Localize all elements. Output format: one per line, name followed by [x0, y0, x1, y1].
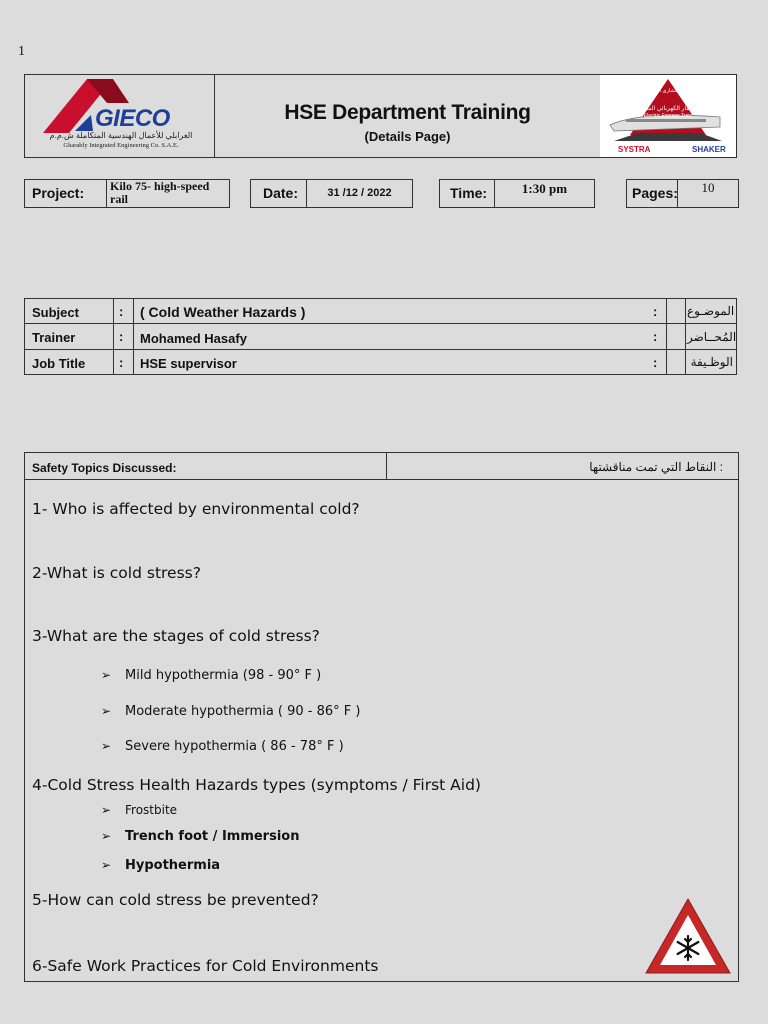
topic-item-1 — [32, 500, 360, 518]
topic-item-5 — [32, 891, 319, 909]
info-row-subject — [25, 299, 736, 324]
topic-text: Who is affected by environmental cold? — [47, 500, 360, 518]
gieco-logo-arabic: الغرابلي للأعمال الهندسية المتكاملة ش.م.م — [49, 131, 193, 140]
gieco-logo-subtext: Gharably Integrated Engineering Co. S.A.E. — [63, 142, 179, 149]
trainer-value: Mohamed Hasafy — [140, 331, 247, 346]
hazard-text: Hypothermia — [125, 858, 221, 873]
express-train-logo — [600, 75, 736, 157]
shaker-logo: SHAKER — [692, 145, 726, 154]
time-field — [439, 179, 595, 208]
job-title-label: Job Title — [32, 356, 86, 371]
snow-warning-sign-icon — [642, 895, 734, 977]
topic-item-3 — [32, 627, 320, 645]
arrow-bullet-icon: ➢ — [101, 739, 112, 753]
topic-number: 1- — [32, 500, 48, 518]
hazard-frostbite — [101, 803, 177, 817]
trainer-colon-right: : — [653, 329, 658, 344]
safety-topics-arabic: النقاط التي تمت مناقشتها : — [589, 460, 723, 474]
hazard-text: Trench foot / Immersion — [125, 829, 300, 844]
info-row-trainer — [25, 324, 736, 350]
hazard-hypothermia — [101, 858, 220, 873]
job-title-colon: : — [119, 355, 124, 370]
safety-topics-box — [24, 452, 739, 982]
subject-label: Subject — [32, 305, 79, 320]
training-info-table — [24, 298, 737, 375]
arrow-bullet-icon: ➢ — [101, 803, 112, 817]
topic-text: What are the stages of cold stress? — [46, 627, 320, 645]
arrow-bullet-icon: ➢ — [101, 668, 112, 682]
systra-logo: SYSTRA — [618, 145, 651, 154]
topic-number: 3- — [32, 627, 47, 645]
trainer-colon: : — [119, 329, 124, 344]
topic-text: Safe Work Practices for Cold Environments — [47, 957, 379, 975]
page-number: 1 — [18, 44, 25, 59]
project-value: Kilo 75- high-speed rail — [110, 179, 210, 206]
stage-moderate — [101, 704, 360, 719]
train-logo-caption: Electric Express Train — [643, 113, 693, 119]
date-label: Date: — [251, 180, 307, 207]
safety-topics-label: Safety Topics Discussed: — [32, 461, 177, 475]
subject-arabic: الموضـوع — [687, 304, 735, 318]
arrow-bullet-icon: ➢ — [101, 829, 112, 843]
stage-mild — [101, 668, 321, 683]
subject-colon: : — [119, 304, 124, 319]
job-title-arabic: الوظـيفة — [690, 355, 733, 369]
arrow-bullet-icon: ➢ — [101, 858, 112, 872]
topic-text: Cold Stress Health Hazards types (symptoms / First Aid) — [47, 776, 481, 794]
stage-text: Mild hypothermia (98 - 90° F ) — [125, 668, 322, 683]
subject-value: ( Cold Weather Hazards ) — [140, 304, 306, 320]
topic-item-2 — [32, 564, 201, 582]
arrow-bullet-icon: ➢ — [101, 704, 112, 718]
project-label: Project: — [25, 180, 107, 207]
topic-item-4 — [32, 776, 481, 794]
topic-text: What is cold stress? — [46, 564, 201, 582]
topic-item-6 — [32, 957, 378, 975]
job-title-colon-right: : — [653, 355, 658, 370]
info-row-job-title — [25, 350, 736, 375]
train-logo-arabic-top: الاستشاري العام — [651, 88, 685, 94]
hazard-trench-foot — [101, 829, 299, 844]
pages-field — [626, 179, 739, 208]
project-field — [24, 179, 230, 208]
date-field — [250, 179, 413, 208]
header-title-block — [215, 75, 600, 157]
train-logo-arabic-mid: القطار الكهربائي السريع — [638, 106, 698, 112]
date-value: 31 /12 / 2022 — [327, 187, 392, 199]
trainer-label: Trainer — [32, 330, 76, 345]
subject-colon-right: : — [653, 304, 658, 319]
gieco-logo — [25, 75, 215, 157]
job-title-value: HSE supervisor — [140, 356, 237, 371]
document-title: HSE Department Training — [284, 101, 531, 124]
hazard-text: Frostbite — [125, 803, 178, 817]
topic-text: How can cold stress be prevented? — [47, 891, 319, 909]
stage-text: Severe hypothermia ( 86 - 78° F ) — [125, 739, 344, 754]
stage-severe — [101, 739, 344, 754]
pages-label: Pages: — [627, 180, 678, 207]
pages-value: 10 — [701, 180, 715, 195]
time-label: Time: — [440, 180, 495, 207]
time-value: 1:30 pm — [521, 181, 568, 196]
document-header — [24, 74, 737, 158]
safety-topics-header — [25, 453, 738, 480]
stage-text: Moderate hypothermia ( 90 - 86° F ) — [125, 704, 361, 719]
topic-number: 6- — [32, 957, 48, 975]
trainer-arabic: المُحــاضر — [687, 330, 737, 344]
topic-number: 2- — [32, 564, 47, 582]
topic-number: 4- — [32, 776, 48, 794]
gieco-logo-text: GIECO — [95, 105, 170, 132]
topic-number: 5- — [32, 891, 48, 909]
document-subtitle: (Details Page) — [364, 129, 451, 144]
